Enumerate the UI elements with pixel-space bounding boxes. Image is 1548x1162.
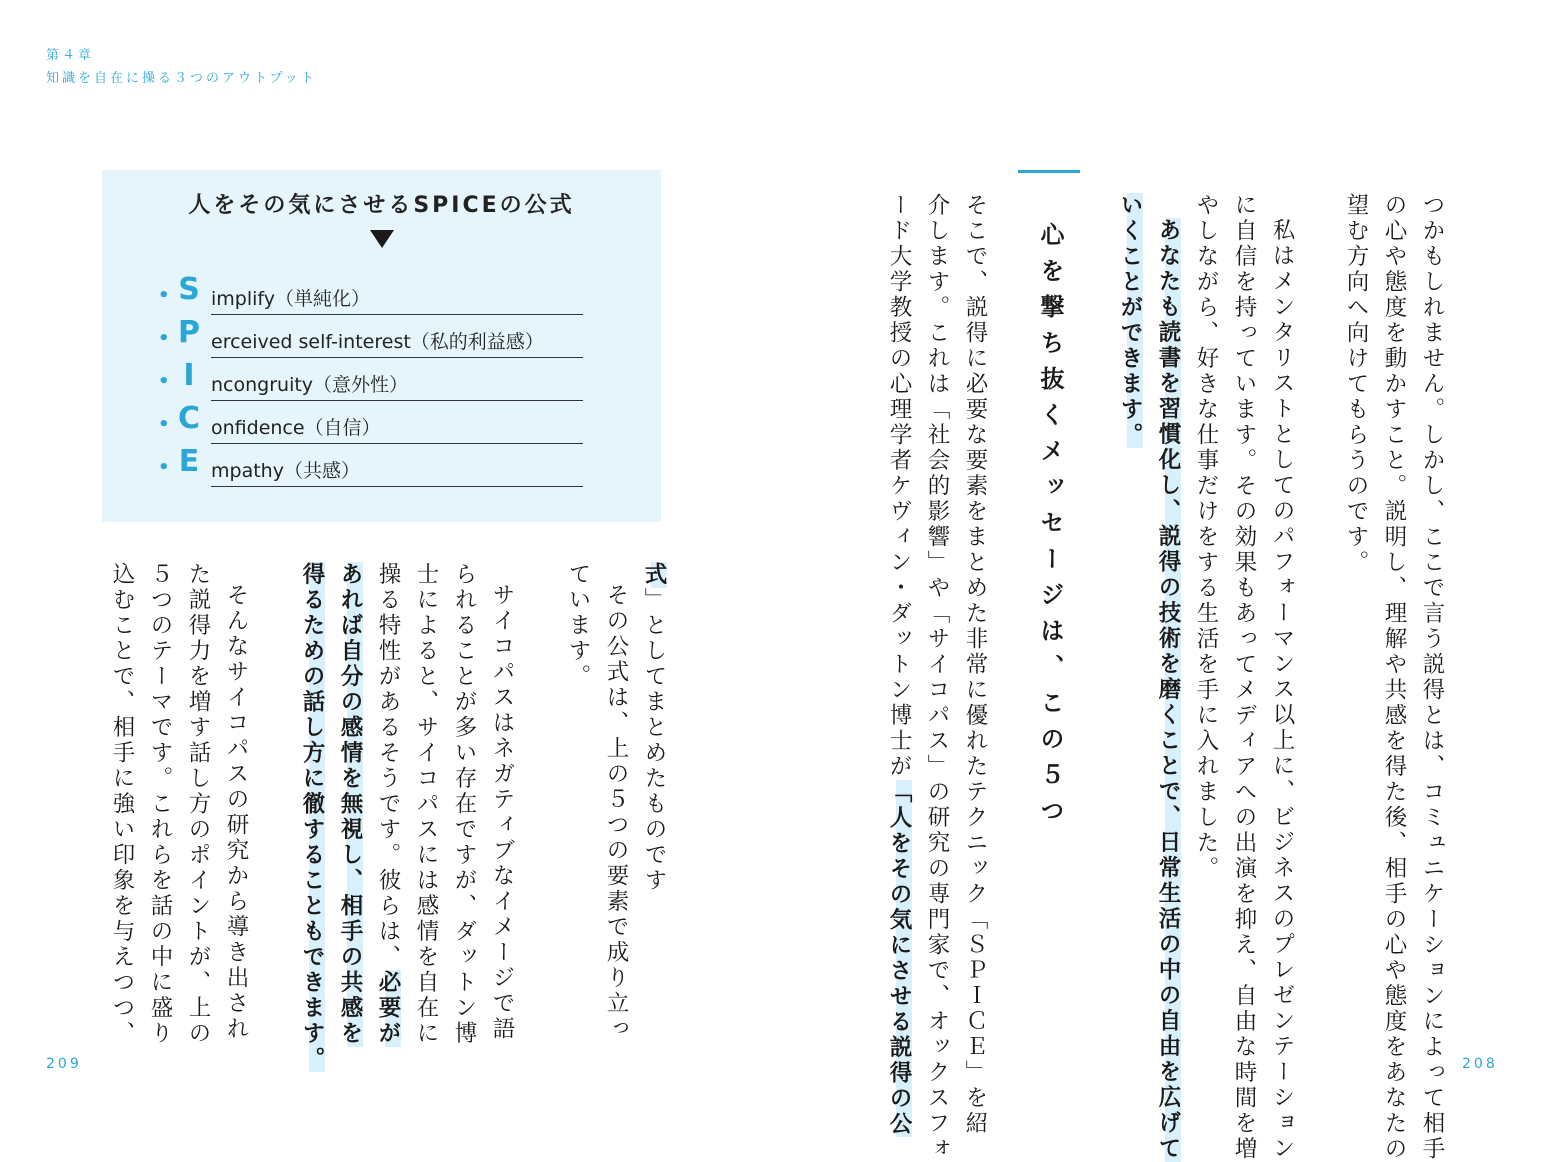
body-line: サイコパスはネガティブなイメージで語	[489, 583, 515, 1042]
body-line: ています。	[565, 562, 591, 690]
spice-item	[158, 358, 588, 402]
body-line: 望む方向へ向けてもらうのです。	[1343, 193, 1369, 576]
body-line: 介します。これは「社会的影響」や「サイコパス」の研究の専門家で、オックスフォ	[924, 193, 950, 1162]
body-line: に自信を持っています。その効果もあってメディアへの出演を抑え、自由な時間を増	[1231, 193, 1257, 1162]
body-line-emphasis: いくことができます。	[1117, 193, 1143, 448]
body-line: の心や態度を動かすこと。説明し、理解や共感を得た後、相手の心や態度をあなたの	[1381, 193, 1407, 1162]
spice-text: mpathy（共感）	[211, 456, 583, 487]
body-line: その公式は、上の５つの要素で成り立っ	[603, 583, 629, 1042]
bullet-icon: •	[158, 414, 170, 435]
page-number-right: 208	[1462, 1056, 1498, 1072]
spice-letter: S	[178, 272, 200, 307]
bullet-icon: •	[158, 371, 170, 392]
page-number-left: 209	[46, 1056, 82, 1072]
running-header	[46, 44, 317, 90]
down-triangle-icon	[370, 230, 394, 248]
bullet-icon: •	[158, 328, 170, 349]
spice-text: erceived self-interest（私的利益感）	[211, 327, 583, 358]
spice-title: 人をその気にさせるSPICEの公式	[188, 193, 575, 218]
spice-formula-box	[102, 170, 661, 522]
body-line: そんなサイコパスの研究から導き出され	[223, 583, 249, 1042]
spice-letter: P	[178, 315, 200, 350]
body-line: 操る特性があるそうです。彼らは、必要が	[375, 562, 401, 1047]
spice-letter: I	[183, 358, 195, 393]
body-line-emphasis: 得るための話し方に徹することもできます。	[299, 562, 325, 1072]
body-line-emphasis: あなたも読書を習慣化し、説得の技術を磨くことで、日常生活の中の自由を広げて	[1155, 218, 1181, 1162]
spice-item	[158, 444, 588, 488]
spice-item	[158, 315, 588, 359]
body-line: そこで、説得に必要な要素をまとめた非常に優れたテクニック「ＳＰＩＣＥ」を紹	[962, 193, 988, 1137]
spice-letter: E	[178, 444, 200, 479]
spice-item	[158, 401, 588, 445]
spice-item	[158, 272, 588, 316]
spice-letter: C	[177, 401, 201, 436]
body-line: 込むことで、相手に強い印象を与えつつ、	[109, 562, 135, 1047]
body-line: やしながら、好きな仕事だけをする生活を手に入れました。	[1193, 193, 1219, 882]
bullet-icon: •	[158, 285, 170, 306]
body-line: 士によると、サイコパスには感情を自在に	[413, 562, 439, 1047]
heading-rule	[1018, 170, 1080, 173]
bullet-icon: •	[158, 457, 170, 478]
section-heading: 心を撃ち抜くメッセージは、この５つ	[1036, 222, 1064, 834]
chapter-label: 第４章	[46, 48, 95, 63]
body-line: られることが多い存在ですが、ダットン博	[451, 562, 477, 1047]
body-line: た説得力を増す話し方のポイントが、上の	[185, 562, 211, 1047]
body-line: 私はメンタリストとしてのパフォーマンス以上に、ビジネスのプレゼンテーション	[1269, 218, 1295, 1162]
spice-text: ncongruity（意外性）	[211, 370, 583, 401]
spice-text: implify（単純化）	[211, 284, 583, 315]
body-line-emphasis: あれば自分の感情を無視し、相手の共感を	[337, 562, 363, 1047]
body-line: ード大学教授の心理学者ケヴィン・ダットン博士が「人をその気にさせる説得の公	[886, 193, 912, 1137]
body-line: つかもしれません。しかし、ここで言う説得とは、コミュニケーションによって相手	[1419, 193, 1445, 1162]
spice-text: onfidence（自信）	[211, 413, 583, 444]
chapter-subtitle: 知識を自在に操る３つのアウトプット	[46, 71, 317, 86]
body-line: 式」としてまとめたものです	[641, 562, 667, 894]
body-line: ５つのテーマです。これらを話の中に盛り	[147, 562, 173, 1047]
